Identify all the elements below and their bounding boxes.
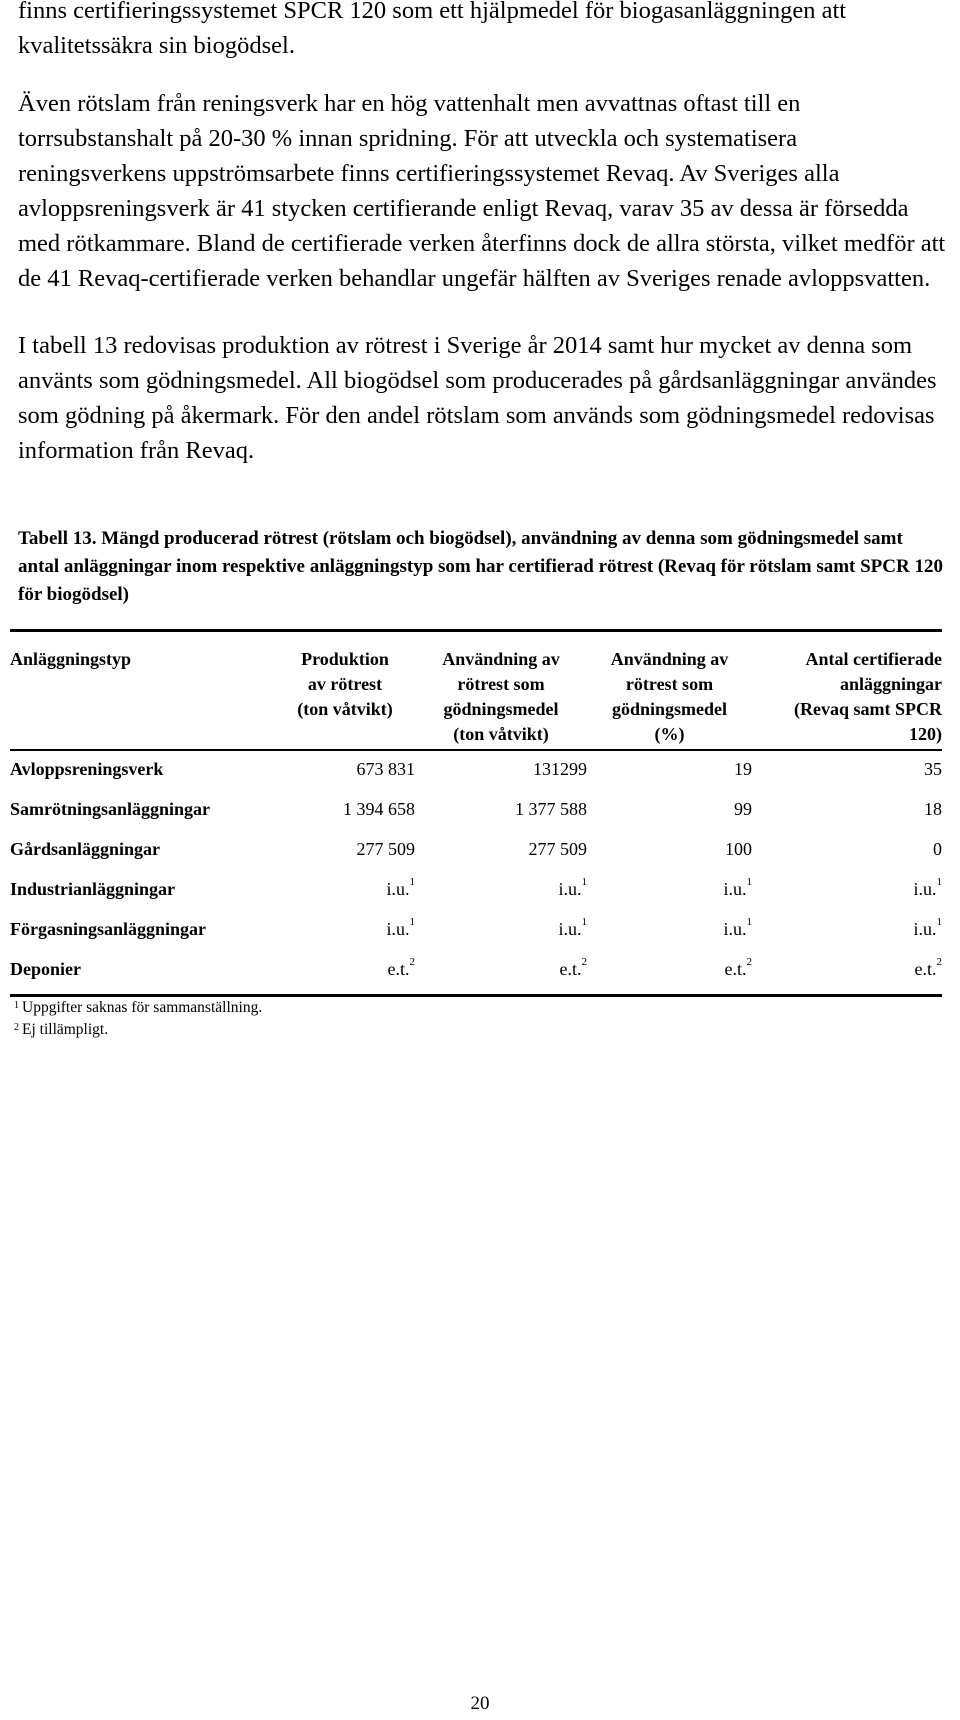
cell-value: 100 [725,838,752,859]
table-cell [752,949,942,989]
footnote-ref: 1 [936,915,942,928]
table-cell [752,749,942,789]
footnote-text: Ej tillämpligt. [22,1021,109,1038]
table-cell [415,829,587,869]
table-bottom-rule [10,994,942,997]
column-header: Användning av rötrest som gödningsmedel (ton våtvikt) [442,649,560,744]
table-cell [587,869,752,909]
table-cell [275,789,415,829]
table-cell [275,869,415,909]
table-cell [275,829,415,869]
row-label: Gårdsanläggningar [10,838,161,859]
table-cell [752,869,942,909]
footnote-ref: 1 [746,875,752,888]
table-cell [587,949,752,989]
cell-value: i.u. [723,878,747,899]
cell-value: i.u. [723,918,747,939]
footnote [14,1020,108,1040]
body-paragraph: Även rötslam från reningsverk har en hög vattenhalt men avvattnas oftast till en torrsubstanshalt på 20-30 % innan spridning. För att utveckla och systematisera reningsverkens uppströmsarbete finns certifieringssystemet Revaq. Av Sveriges alla avloppsreningsverk är 41 stycken certifierande enligt Revaq, varav 35 av dessa är försedda med rötkammare. Bland de certifierade verken återfinns dock de allra största, vilket medför att de 41 Revaq-certifierade verken behandlar ungefär hälften av Sveriges renade avloppsvatten. [18,90,946,292]
table-row [10,949,942,989]
table-cell [415,869,587,909]
table-cell [587,749,752,789]
footnote-ref: 1 [581,875,587,888]
table-row [10,789,942,829]
body-paragraph: I tabell 13 redovisas produktion av rötrest i Sverige år 2014 samt hur mycket av denna som använts som gödningsmedel. All biogödsel som producerades på gårdsanläggningar användes som gödning på åkermark. För den andel rötslam som används som gödningsmedel redovisas information från Revaq. [18,332,937,464]
cell-value: 19 [734,758,752,779]
cell-value: e.t. [559,958,582,979]
cell-value: e.t. [724,958,747,979]
footnote-ref: 2 [581,955,587,968]
footnote-ref: 2 [936,955,942,968]
column-header: Anläggningstyp [10,649,132,669]
table-cell [752,909,942,949]
table-row [10,909,942,949]
cell-value: 18 [924,798,942,819]
cell-value: i.u. [386,918,410,939]
table-cell [415,789,587,829]
row-label: Förgasningsanläggningar [10,918,207,939]
data-table [10,632,942,989]
column-header: Produktion av rötrest (ton våtvikt) [297,649,393,719]
table-cell [587,829,752,869]
table-row [10,869,942,909]
cell-value: i.u. [558,918,582,939]
cell-value: e.t. [914,958,937,979]
table-cell [415,949,587,989]
cell-value: 0 [933,838,942,859]
cell-value: 1 394 658 [343,798,415,819]
cell-value: i.u. [913,878,937,899]
table-cell [752,829,942,869]
table-cell [275,749,415,789]
cell-value: i.u. [386,878,410,899]
footnote-mark: 1 [14,1000,19,1011]
table-cell [275,909,415,949]
footnote-ref: 2 [409,955,415,968]
page-number: 20 [470,1693,490,1714]
footnote-ref: 2 [746,955,752,968]
row-label: Avloppsreningsverk [10,758,164,779]
row-label: Samrötningsanläggningar [10,798,211,819]
table-cell [415,749,587,789]
footnote-ref: 1 [409,875,415,888]
column-header: Antal certifierade anläggningar (Revaq samt SPCR 120) [794,649,942,744]
cell-value: 1 377 588 [515,798,587,819]
footnote-ref: 1 [409,915,415,928]
table-header-row [10,632,942,749]
cell-value: 35 [924,758,942,779]
footnote-mark: 2 [14,1022,19,1033]
table-cell [415,909,587,949]
column-header: Användning av rötrest som gödningsmedel (%) [610,649,729,744]
footnote-ref: 1 [746,915,752,928]
cell-value: 99 [734,798,752,819]
table-row [10,829,942,869]
table-cell [752,789,942,829]
cell-value: e.t. [387,958,410,979]
table-row [10,749,942,789]
table-cell [275,949,415,989]
cell-value: 673 831 [356,758,415,779]
body-paragraph: finns certifieringssystemet SPCR 120 som ett hjälpmedel för biogasanläggningen att kvalitetssäkra sin biogödsel. [18,0,847,59]
cell-value: i.u. [913,918,937,939]
table-cell [587,909,752,949]
table-cell [587,789,752,829]
row-label: Deponier [10,958,81,979]
cell-value: 131299 [533,758,587,779]
footnote-text: Uppgifter saknas för sammanställning. [22,999,263,1016]
footnote [14,998,262,1018]
cell-value: 277 509 [528,838,587,859]
footnote-ref: 1 [936,875,942,888]
cell-value: 277 509 [356,838,415,859]
table-caption: Tabell 13. Mängd producerad rötrest (rötslam och biogödsel), användning av denna som gödningsmedel samt antal anläggningar inom respektive anläggningstyp som har certifierad rötrest (Revaq för rötslam samt SPCR 120 för biogödsel) [18,528,943,605]
row-label: Industrianläggningar [10,878,176,899]
cell-value: i.u. [558,878,582,899]
footnote-ref: 1 [581,915,587,928]
